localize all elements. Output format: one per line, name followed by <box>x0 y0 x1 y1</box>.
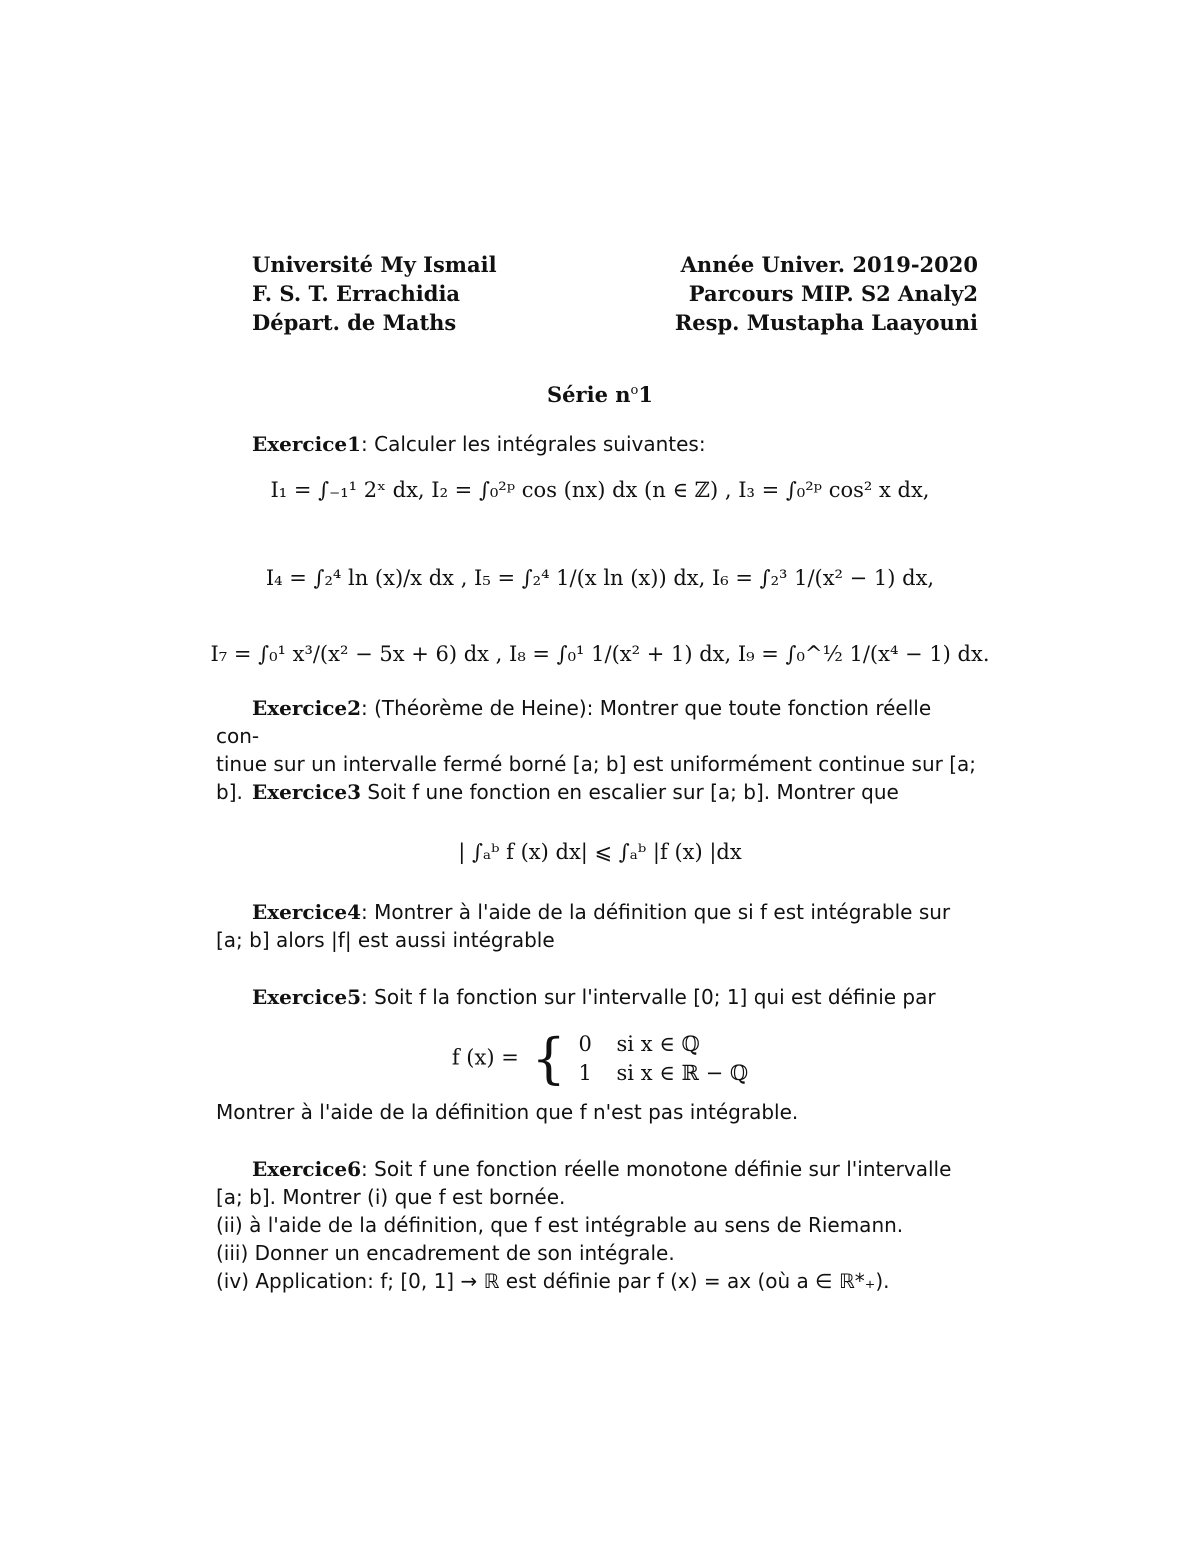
equation-row-1 <box>0 478 1200 502</box>
equation-row-2 <box>0 566 1200 590</box>
exercise-5-label: Exercice5 <box>252 985 362 1009</box>
exercise-1-label: Exercice1 <box>252 432 362 456</box>
exercise-1-statement: Exercice1: Calculer les intégrales suivantes: <box>252 432 706 456</box>
header-department: Départ. de Maths <box>252 310 457 335</box>
exercise-5-task: Montrer à l'aide de la définition que f n'est pas intégrable. <box>216 1100 799 1124</box>
equation-row-3 <box>0 642 1200 666</box>
exercise-3-statement: Exercice3 Soit f une fonction en escalier sur [a; b]. Montrer que <box>252 780 899 804</box>
exercise-4-label: Exercice4 <box>252 900 362 924</box>
header-left <box>252 250 497 337</box>
exercise-6-statement: Exercice6: Soit f une fonction réelle monotone définie sur l'intervalle [a; b]. Montrer (i) que f est bornée. (ii) à l'aide de la définition, que f est intégrable au sens de Riemann. (iii) Donner un encadrement de son intégrale. (iv) Application: f; [0, 1] → ℝ est définie par f (x) = ax (où a ∈ ℝ*₊). <box>216 1157 952 1293</box>
header-right <box>675 250 978 337</box>
exercise-5-statement: Exercice5: Soit f la fonction sur l'intervalle [0; 1] qui est définie par <box>252 985 936 1009</box>
ex5-lhs: f (x) = <box>451 1045 519 1070</box>
equation-row-1-text: I₁ = ∫₋₁¹ 2ˣ dx, I₂ = ∫₀²ᵖ cos (nx) dx (n ∈ ℤ) , I₃ = ∫₀²ᵖ cos² x dx, <box>270 478 930 502</box>
header-course: Parcours MIP. S2 Analy2 <box>688 281 978 306</box>
header-university: Université My Ismail <box>252 252 497 277</box>
ex5-cases: 0 si x ∈ ℚ 1 si x ∈ ℝ − ℚ <box>578 1032 749 1085</box>
exercise-3-inequality: | ∫ₐᵇ f (x) dx| ⩽ ∫ₐᵇ |f (x) |dx <box>458 840 742 864</box>
exercise-3-label: Exercice3 <box>252 780 362 804</box>
exercise-2-statement: Exercice2: (Théorème de Heine): Montrer que toute fonction réelle con- tinue sur un intervalle fermé borné [a; b] est uniformément continue sur [a; b]. <box>216 696 976 804</box>
exercise-5-definition <box>0 1027 1200 1090</box>
header-year: Année Univer. 2019-2020 <box>680 252 978 277</box>
equation-row-2-text: I₄ = ∫₂⁴ ln (x)/x dx , I₅ = ∫₂⁴ 1/(x ln (x)) dx, I₆ = ∫₂³ 1/(x² − 1) dx, <box>265 566 935 590</box>
equation-row-3-text: I₇ = ∫₀¹ x³/(x² − 5x + 6) dx , I₈ = ∫₀¹ 1/(x² + 1) dx, I₉ = ∫₀^½ 1/(x⁴ − 1) dx. <box>210 642 990 666</box>
exercise-4-statement: Exercice4: Montrer à l'aide de la définition que si f est intégrable sur [a; b] alors |f| est aussi intégrable <box>216 900 951 952</box>
exercise-6-label: Exercice6 <box>252 1157 362 1181</box>
left-brace: { <box>531 1027 566 1090</box>
series-title: Série $n^o1$ <box>547 382 653 407</box>
exercise-2-label: Exercice2 <box>252 696 362 720</box>
header-responsible: Resp. Mustapha Laayouni <box>674 310 978 335</box>
header-faculty: F. S. T. Errachidia <box>252 281 461 306</box>
